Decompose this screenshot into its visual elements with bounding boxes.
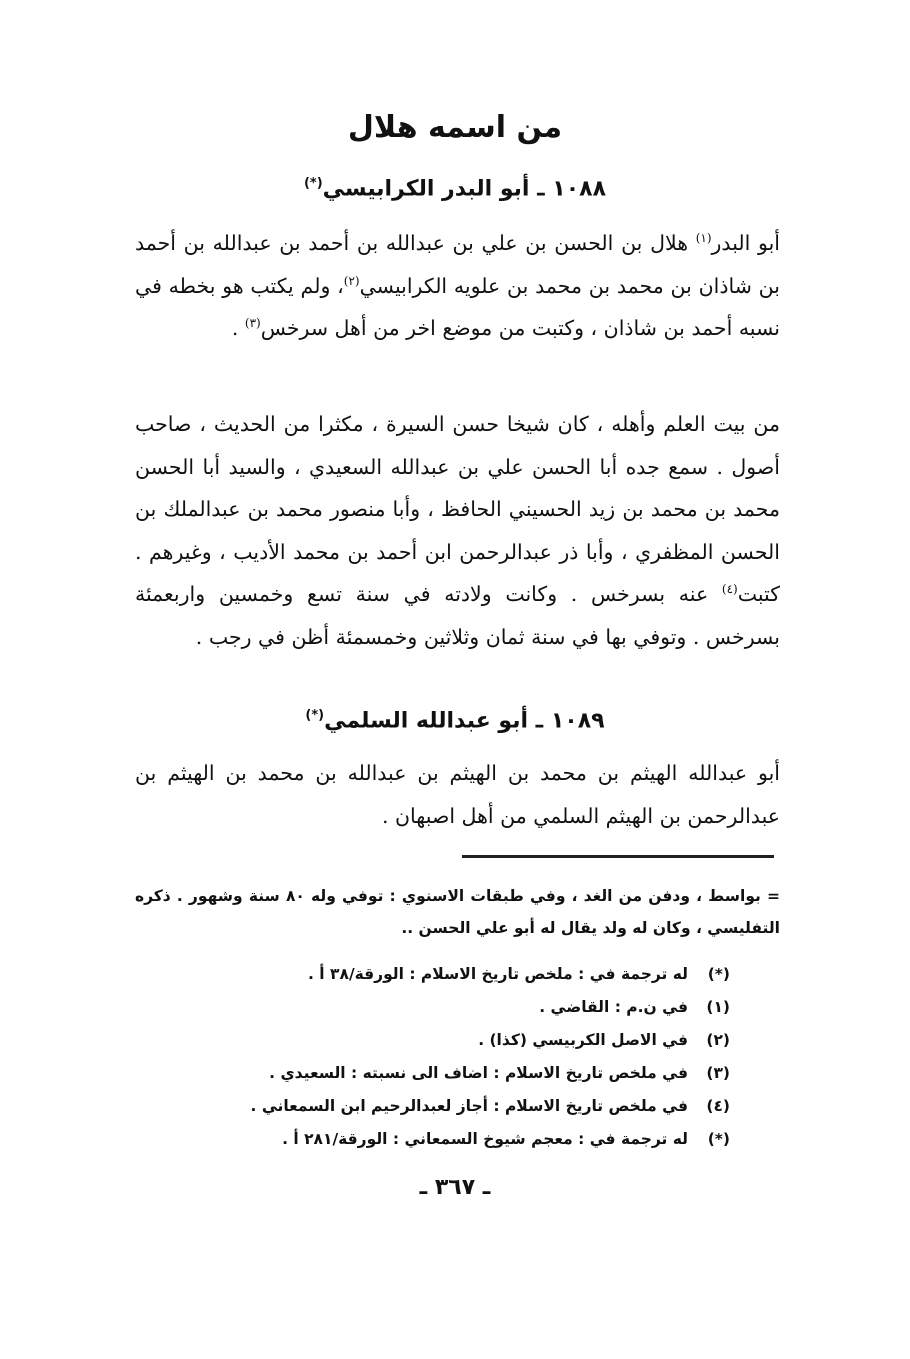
text-run: أبو البدر: [711, 231, 780, 255]
text-run: عنه بسرخس . وكانت ولادته في سنة تسع وخمسين واربعمئة بسرخس . وتوفي بها في سنة ثمان وثلاثين وخمسمئة أظن في رجب .: [135, 582, 780, 649]
entry-heading-note-mark: (*): [305, 708, 325, 723]
text-run: هلال بن الحسن بن علي بن عبدالله بن أحمد بن عبدالله بن أحمد بن شاذان بن محمد بن محمد بن علويه الكرابيسي: [135, 231, 780, 298]
entry-1088-body: [135, 222, 780, 350]
paragraph: [135, 752, 780, 837]
footnote-item: [150, 991, 730, 1024]
footnote-text: في ن.م : القاضي .: [539, 998, 688, 1016]
entry-heading-note-mark: (*): [303, 176, 323, 191]
text-run: أبو عبدالله الهيثم بن محمد بن الهيثم بن عبدالله بن محمد بن الهيثم بن عبدالرحمن بن الهيثم السلمي من أهل اصبهان .: [135, 761, 780, 828]
entry-heading-text: ١٠٨٩ ـ أبو عبدالله السلمي: [324, 708, 605, 734]
footnote-item: [150, 1123, 730, 1156]
footnote-marker: (*): [707, 1130, 730, 1148]
entry-heading-1089: [0, 708, 910, 733]
footnote-separator: [462, 855, 774, 858]
footnote-marker: (٣): [706, 1064, 730, 1082]
note-reference: (١): [695, 231, 712, 246]
paragraph: [135, 403, 780, 658]
footnote-text: له ترجمة في : ملخص تاريخ الاسلام : الورقة/٣٨ أ .: [308, 965, 688, 983]
footnote-marker: (٢): [706, 1031, 730, 1049]
page-number: ـ ٣٦٧ ـ: [419, 1175, 491, 1200]
footnote-marker: (٤): [706, 1097, 730, 1115]
text-run: .: [231, 316, 245, 340]
footnote-item: [150, 1024, 730, 1057]
footnote-item: [150, 1057, 730, 1090]
footnote-item: [150, 958, 730, 991]
footnote-continuation-text: = بواسط ، ودفن من الغد ، وفي طبقات الاسنوي : توفي وله ٨٠ سنة وشهور . ذكره التفليسي ، وكان له ولد يقال له أبو علي الحسن ..: [135, 887, 780, 937]
footnote-text: في ملخص تاريخ الاسلام : أجاز لعبدالرحيم ابن السمعاني .: [250, 1097, 688, 1115]
footnote-marker: (١): [706, 998, 730, 1016]
note-reference: (٢): [343, 273, 360, 288]
note-reference: (٤): [721, 582, 738, 597]
footnote-item: [150, 1090, 730, 1123]
footnote-text: في الاصل الكربيسي (كذا) .: [478, 1031, 688, 1049]
paragraph: [135, 222, 780, 350]
note-reference: (٣): [244, 316, 261, 331]
entry-heading-1088: [0, 176, 910, 201]
footnote-continuation: [135, 880, 780, 944]
text-run: ، ولم يكتب هو بخطه في نسبه أحمد بن شاذان ، وكتبت من موضع اخر من أهل سرخس: [135, 273, 780, 340]
entry-heading-text: ١٠٨٨ ـ أبو البدر الكرابيسي: [322, 176, 607, 202]
text-run: من بيت العلم وأهله ، كان شيخا حسن السيرة ، مكثرا من الحديث ، صاحب أصول . سمع جده أبا الحسن علي بن عبدالله السعيدي ، والسيد أبا الحسن محمد بن محمد بن زيد الحسيني الحافظ ، وأبا منصور محمد بن عبدالملك بن الحسن المظفري ، وأبا ذر عبدالرحمن ابن أحمد بن محمد الأديب ، وغيرهم . كتبت: [135, 412, 780, 606]
entry-1089-body: [135, 752, 780, 837]
footnote-text: في ملخص تاريخ الاسلام : اضاف الى نسبته : السعيدي .: [269, 1064, 688, 1082]
footnote-marker: (*): [707, 965, 730, 983]
footnotes-list: [150, 958, 730, 1156]
section-title: من اسمه هلال: [347, 110, 563, 145]
entry-1088-biography: [135, 403, 780, 658]
footnote-text: له ترجمة في : معجم شيوخ السمعاني : الورقة/٢٨١ أ .: [282, 1130, 688, 1148]
